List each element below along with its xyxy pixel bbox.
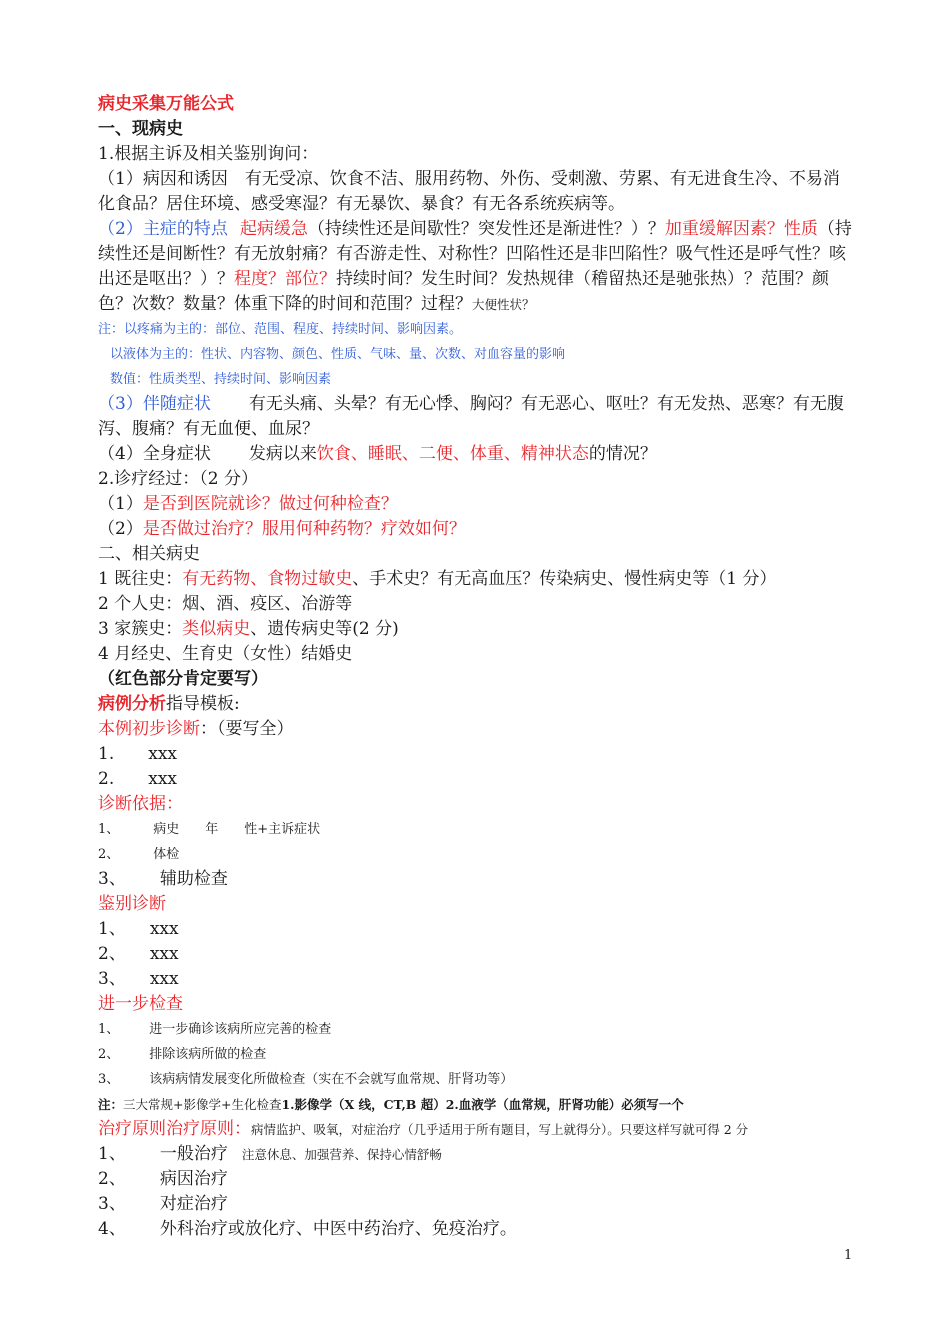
list-item: 3、 该病病情发展变化所做检查（实在不会就写血常规、肝肾功等）	[98, 1072, 514, 1087]
paragraph: （3）伴随症状 有无头痛、头晕？有无心悸、胸闷？有无恶心、呕吐？有无发热、恶寒？有无腹泻、腹痛？有无血便、血尿？	[98, 394, 844, 439]
list-item: 2、 xxx	[98, 944, 179, 964]
doc-title: 病史采集万能公式	[98, 94, 234, 114]
list-item: 2、 排除该病所做的检查	[98, 1047, 267, 1062]
emphasis-note: （红色部分肯定要写）	[98, 669, 268, 689]
note: 以液体为主的：性状、内容物、颜色、性质、气味、量、次数、对血容量的影响	[110, 347, 566, 362]
list-item: 1 既往史：有无药物、食物过敏史、手术史？有无高血压？传染病史、慢性病史等（1 分）	[98, 569, 777, 589]
list-item: 1. xxx	[98, 744, 177, 764]
paragraph: （4）全身症状 发病以来饮食、睡眠、二便、体重、精神状态的情况？	[98, 444, 657, 464]
subheading: 进一步检查	[98, 994, 183, 1014]
list-item: 1、 xxx	[98, 919, 179, 939]
subheading: 2.诊疗经过：（2 分）	[98, 469, 258, 489]
list-item: 2 个人史：烟、酒、疫区、冶游等	[98, 594, 353, 614]
list-item: 1、 病史 年 性+主诉症状	[98, 822, 321, 837]
list-item: 4、 外科治疗或放化疗、中医中药治疗、免疫治疗。	[98, 1219, 517, 1239]
subheading: 本例初步诊断：（要写全）	[98, 719, 294, 739]
subheading: 1.根据主诉及相关鉴别询问：	[98, 144, 319, 164]
template-heading: 病例分析指导模板:	[98, 694, 240, 714]
list-item: 2、 体检	[98, 847, 180, 862]
list-item: 3、 对症治疗	[98, 1194, 228, 1214]
subheading: 诊断依据：	[98, 794, 183, 814]
note: 注：以疼痛为主的：部位、范围、程度、持续时间、影响因素。	[98, 322, 463, 337]
list-item: 1、 一般治疗 注意休息、加强营养、保持心情舒畅	[98, 1144, 442, 1164]
list-item: 2. xxx	[98, 769, 177, 789]
list-item: 3、 xxx	[98, 969, 179, 989]
list-item: （1）是否到医院就诊？做过何种检查？	[98, 494, 398, 514]
list-item: 1、 进一步确诊该病所应完善的检查	[98, 1022, 332, 1037]
document-body	[98, 92, 854, 1242]
subheading: 鉴别诊断	[98, 894, 166, 914]
list-item: 3 家簇史：类似病史、遗传病史等(2 分)	[98, 619, 399, 639]
page-number: 1	[844, 1248, 853, 1263]
section-heading: 二、相关病史	[98, 544, 200, 564]
paragraph: （1）病因和诱因 有无受凉、饮食不洁、服用药物、外伤、受刺激、劳累、有无进食生冷、不易消化食品？居住环境、感受寒湿？有无暴饮、暴食？有无各系统疾病等。	[98, 169, 840, 214]
paragraph: （2）主症的特点 起病缓急（持续性还是间歇性？突发性还是渐进性？）？加重缓解因素？性质（持续性还是间断性？有无放射痛？有否游走性、对称性？凹陷性还是非凹陷性？吸气性还是呼气性？咳出还是呕出？）？程度？部位？持续时间？发生时间？发热规律（稽留热还是驰张热）？范围？颜色？次数？数量？体重下降的时间和范围？过程？大便性状？	[98, 219, 852, 314]
list-item: 2、 病因治疗	[98, 1169, 228, 1189]
subheading: 治疗原则治疗原则：病情监护、吸氧，对症治疗（几乎适用于所有题目，写上就得分）。只要这样写就可得 2 分	[98, 1119, 749, 1139]
list-item: 4 月经史、生育史（女性）结婚史	[98, 644, 353, 664]
note: 数值：性质类型、持续时间、影响因素	[110, 372, 332, 387]
section-heading: 一、现病史	[98, 119, 183, 139]
list-item: 3、 辅助检查	[98, 869, 228, 889]
note: 注：三大常规+影像学+生化检查1.影像学（X 线，CT,B 超）2.血液学（血常规，肝肾功能）必须写一个	[98, 1097, 684, 1112]
list-item: （2）是否做过治疗？服用何种药物？疗效如何？	[98, 519, 466, 539]
